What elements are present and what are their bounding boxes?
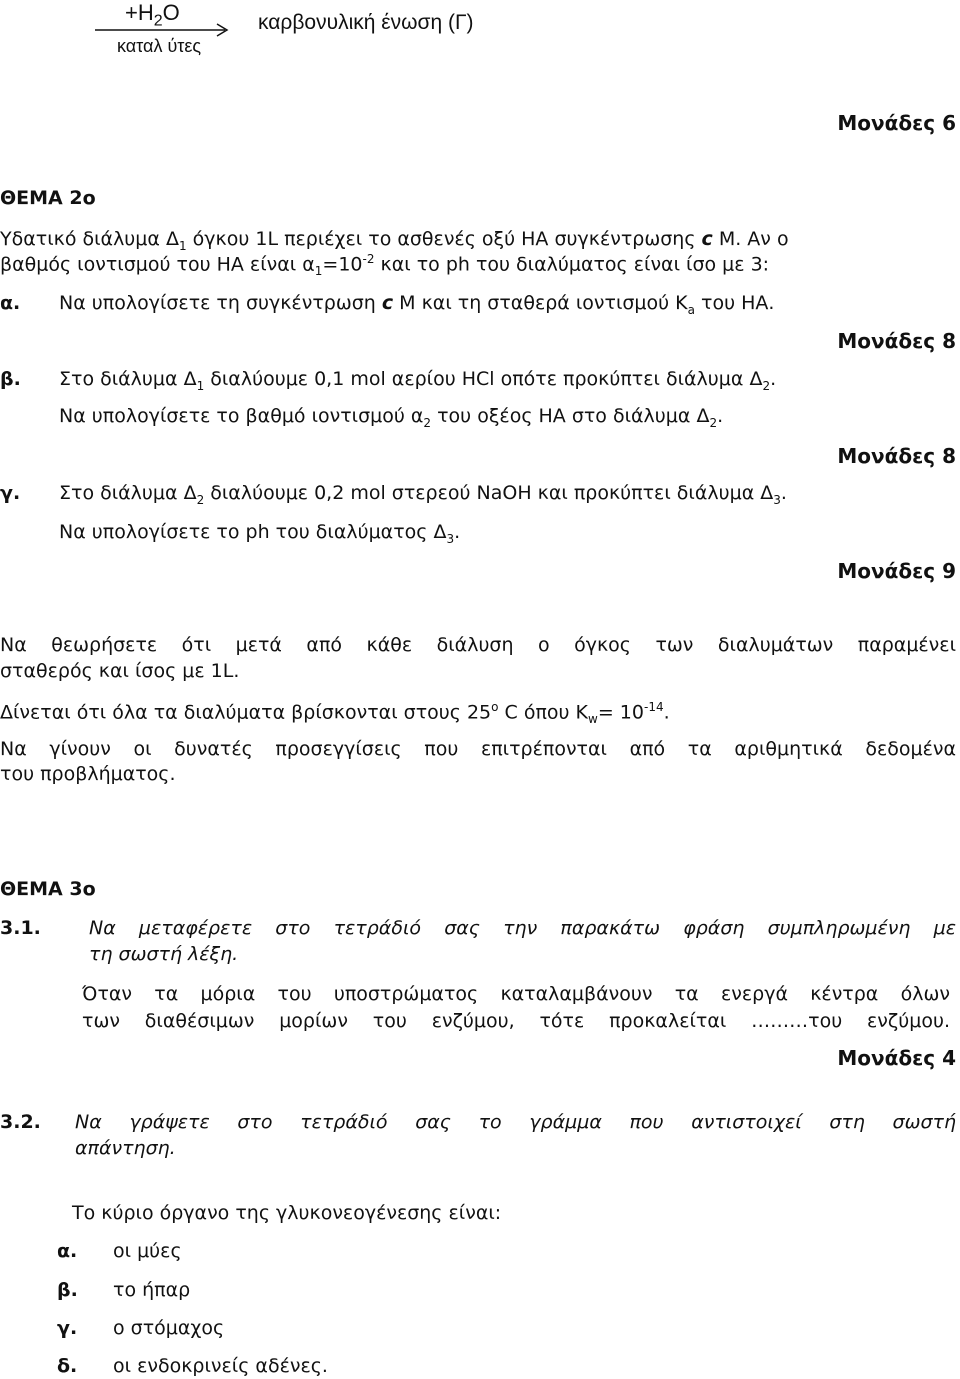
variable-c: c bbox=[381, 292, 394, 314]
item-b-points: Μονάδες 8 bbox=[837, 444, 956, 468]
theme3-title: ΘΕΜΑ 3ο bbox=[0, 878, 96, 900]
text: . bbox=[454, 521, 461, 543]
q32-question: Το κύριο όργανο της γλυκονεογένεσης είναι: bbox=[72, 1202, 502, 1224]
text: . bbox=[770, 368, 777, 390]
text: = 10 bbox=[597, 701, 644, 724]
note3-line1: Να γίνουν οι δυνατές προσεγγίσεις που επιτρέπονται από τα αριθμητικά δεδομένα bbox=[0, 738, 956, 760]
q31-text-line2: των διαθέσιμων μορίων του ενζύμου, τότε προκαλείται ………του ενζύμου. bbox=[82, 1010, 950, 1032]
text: Μ. Αν ο bbox=[712, 228, 789, 250]
subscript: 1 bbox=[314, 264, 323, 279]
text: Υδατικό διάλυμα Δ bbox=[0, 228, 179, 250]
text: Να υπολογίσετε το ph του διαλύματος Δ bbox=[59, 521, 447, 543]
q31-points: Μονάδες 4 bbox=[837, 1046, 956, 1070]
text: . bbox=[717, 405, 724, 427]
option-label: α. bbox=[57, 1240, 78, 1262]
option-text: ο στόμαχος bbox=[113, 1317, 225, 1339]
text: όγκου 1L περιέχει το ασθενές οξύ ΗΑ συγκέντρωσης bbox=[186, 228, 702, 250]
text: Να υπολογίσετε τη συγκέντρωση bbox=[59, 292, 382, 314]
item-c-label: γ. bbox=[0, 482, 21, 504]
subscript: 2 bbox=[709, 415, 718, 430]
reagent-subscript: 2 bbox=[153, 12, 163, 30]
item-c-line1 bbox=[59, 482, 787, 507]
item-a-label: α. bbox=[0, 292, 21, 314]
option-text: το ήπαρ bbox=[113, 1279, 191, 1301]
q31-instruction-line2: τη σωστή λέξη. bbox=[89, 943, 239, 965]
item-b-line1 bbox=[59, 368, 776, 393]
text: Στο διάλυμα Δ bbox=[59, 368, 197, 390]
subscript: 3 bbox=[446, 531, 455, 546]
theme2-title: ΘΕΜΑ 2ο bbox=[0, 187, 96, 209]
q31-label: 3.1. bbox=[0, 917, 41, 939]
option-text: οι ενδοκρινείς αδένες. bbox=[113, 1355, 328, 1377]
text: του οξέος ΗΑ στο διάλυμα Δ bbox=[431, 405, 710, 427]
q32-instruction-line2: απάντηση. bbox=[75, 1137, 176, 1159]
reaction-product: καρβονυλική ένωση (Γ) bbox=[258, 11, 474, 34]
item-c-line2 bbox=[59, 521, 460, 546]
text: του ΗΑ. bbox=[694, 292, 775, 314]
note2 bbox=[0, 700, 670, 726]
text: και το ph του διαλύματος είναι ίσο με 3: bbox=[374, 253, 770, 276]
theme2-intro-line1 bbox=[0, 228, 789, 253]
q31-text-line1: Όταν τα μόρια του υποστρώματος καταλαμβάνουν τα ενεργά κέντρα όλων bbox=[82, 983, 950, 1005]
option-label: β. bbox=[57, 1279, 78, 1301]
superscript: -14 bbox=[643, 700, 664, 714]
variable-c: c bbox=[701, 228, 713, 250]
item-c-points: Μονάδες 9 bbox=[837, 559, 956, 583]
option-label: γ. bbox=[57, 1317, 78, 1339]
text: =10 bbox=[322, 253, 363, 276]
note3-line2: του προβλήματος. bbox=[0, 763, 176, 785]
subscript: a bbox=[687, 302, 695, 317]
text: βαθμός ιοντισμού του ΗΑ είναι α bbox=[0, 253, 315, 276]
reagent-tail: O bbox=[162, 0, 180, 25]
reagent-text: +H bbox=[125, 0, 154, 25]
text: Μ και τη σταθερά ιοντισμού Κ bbox=[393, 292, 688, 314]
subscript: 2 bbox=[196, 492, 205, 507]
q32-instruction-line1: Να γράψετε στο τετράδιό σας το γράμμα που αντιστοιχεί στη σωστή bbox=[75, 1111, 956, 1133]
text: Να υπολογίσετε το βαθμό ιοντισμού α bbox=[59, 405, 424, 427]
superscript: o bbox=[491, 700, 499, 714]
text: διαλύουμε 0,2 mol στερεού NaOH και προκύπτει διάλυμα Δ bbox=[204, 482, 774, 504]
subscript: 1 bbox=[178, 238, 187, 253]
option-text: οι μύες bbox=[113, 1240, 182, 1262]
superscript: -2 bbox=[362, 252, 375, 266]
subscript: 1 bbox=[196, 378, 205, 393]
note1-line2: σταθερός και ίσος με 1L. bbox=[0, 660, 240, 682]
text: διαλύουμε 0,1 mol αερίου HCl οπότε προκύπτει διάλυμα Δ bbox=[204, 368, 763, 390]
subscript: 2 bbox=[762, 378, 771, 393]
item-a-text bbox=[59, 292, 774, 317]
q32-label: 3.2. bbox=[0, 1111, 41, 1133]
subscript: w bbox=[588, 712, 598, 727]
text: . bbox=[780, 482, 787, 504]
note1-line1: Να θεωρήσετε ότι μετά από κάθε διάλυση ο όγκος των διαλυμάτων παραμένει bbox=[0, 634, 956, 656]
subscript: 2 bbox=[423, 415, 432, 430]
text: . bbox=[663, 701, 670, 724]
points-6: Μονάδες 6 bbox=[837, 111, 956, 135]
text: Στο διάλυμα Δ bbox=[59, 482, 197, 504]
subscript: 3 bbox=[773, 492, 781, 507]
q31-instruction-line1: Να μεταφέρετε στο τετράδιό σας την παρακάτω φράση συμπληρωμένη με bbox=[89, 917, 956, 939]
option-label: δ. bbox=[57, 1355, 78, 1377]
text: C όπου K bbox=[498, 701, 589, 724]
text: Δίνεται ότι όλα τα διαλύματα βρίσκονται στους 25 bbox=[0, 701, 492, 724]
item-b-label: β. bbox=[0, 368, 21, 390]
reaction-catalyst: καταλ ύτες bbox=[117, 36, 202, 56]
item-a-points: Μονάδες 8 bbox=[837, 329, 956, 353]
theme2-intro-line2 bbox=[0, 252, 769, 278]
item-b-line2 bbox=[59, 405, 723, 430]
